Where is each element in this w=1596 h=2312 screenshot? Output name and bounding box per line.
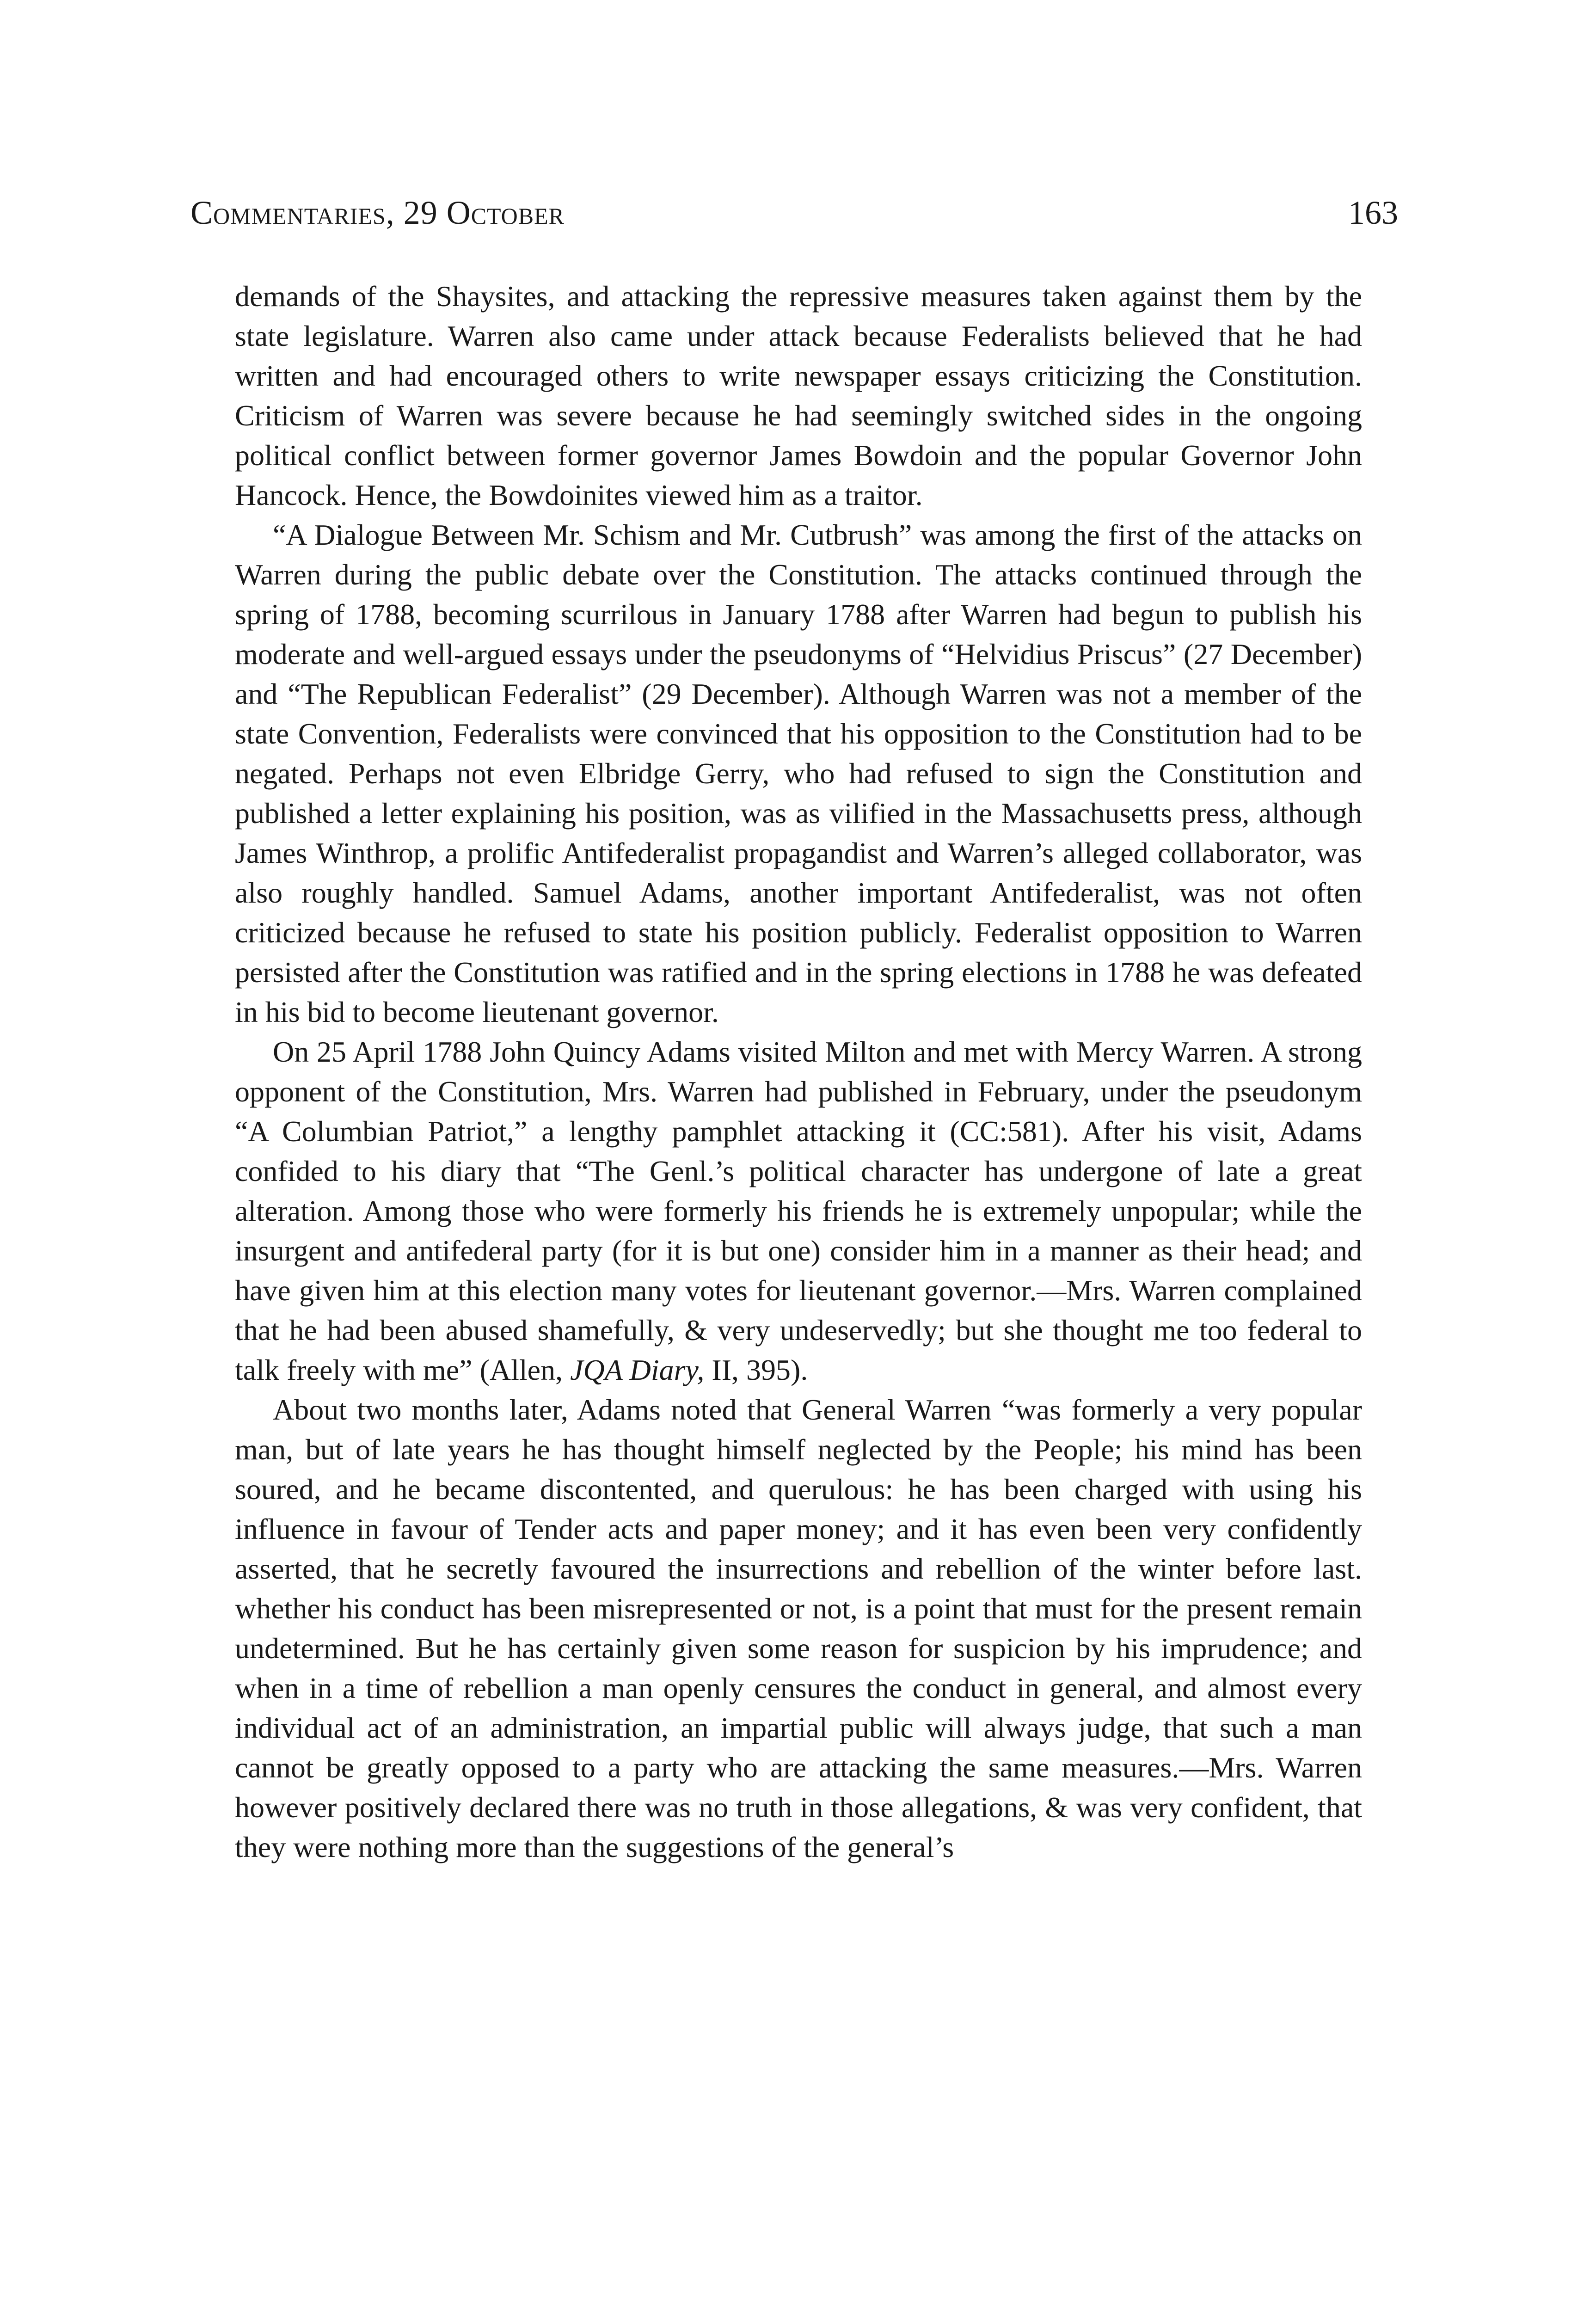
paragraph-two-months-later: About two months later, Adams noted that General Warren “was formerly a very popular man, but of late years he has thought himself neglected by the People; his mind has been soured, and he became discontented, and querulous: he has been charged with using his influence in favour of Tender acts and paper money; and it has even been very confidently asserted, that he secretly favoured the insurrections and rebellion of the winter before last. whether his conduct has been misrepresented or not, is a point that must for the present remain undetermined. But he has certainly given some reason for suspicion by his imprudence; and when in a time of rebellion a man openly censures the conduct in general, and almost every individual act of an administration, an impartial public will always judge, that such a man cannot be greatly opposed to a party who are attacking the same measures.—Mrs. Warren however positively declared there was no truth in those allegations, & was very confident, that they were nothing more than the suggestions of the general’s [235, 1393, 1362, 1863]
paragraph-dialogue: “A Dialogue Between Mr. Schism and Mr. Cutbrush” was among the first of the attacks on Warren during the public debate over the Constitution. The attacks continued through the spring of 1788, becoming scurrilous in January 1788 after Warren had begun to publish his moderate and well-argued essays under the pseudonyms of “Helvidius Priscus” (27 December) and “The Republican Federalist” (29 December). Although Warren was not a member of the state Convention, Federalists were convinced that his opposition to the Constitution had to be negated. Perhaps not even Elbridge Gerry, who had refused to sign the Constitution and published a letter explaining his position, was as vilified in the Massachusetts press, although James Winthrop, a prolific Antifederalist propagandist and Warren’s alleged collaborator, was also roughly handled. Samuel Adams, another important Antifederalist, was not often criticized because he refused to state his position publicly. Federalist opposition to Warren persisted after the Constitution was ratified and in the spring elections in 1788 he was defeated in his bid to become lieutenant governor. [235, 518, 1362, 1028]
running-head-title: Commentaries, 29 October [190, 194, 565, 231]
citation-page: II, 395). [704, 1353, 808, 1386]
paragraph-adams-visit-text: On 25 April 1788 John Quincy Adams visited Milton and met with Mercy Warren. A strong opponent of the Constitution, Mrs. Warren had published in February, under the pseudonym “A Columbian Patriot,” a lengthy pamphlet attacking it (CC:581). After his visit, Adams confided to his diary that “The Genl.’s political character has undergone of late a great alteration. Among those who were formerly his friends he is extremely unpopular; while the insurgent and antifederal party (for it is but one) consider him in a manner as their head; and have given him at this election many votes for lieutenant governor.—Mrs. Warren complained that he had been abused shamefully, & very undeservedly; but she thought me too federal to talk freely with me” (Allen, [235, 1035, 1362, 1386]
running-head [190, 187, 1398, 238]
body-text [235, 277, 1362, 1867]
citation-title: JQA Diary, [570, 1353, 705, 1386]
paragraph-continued: demands of the Shaysites, and attacking the repressive measures taken against them by the state legislature. Warren also came under attack because Federalists believed that he had written and had encouraged others to write newspaper essays criticizing the Constitution. Criticism of Warren was severe because he had seemingly switched sides in the ongoing political conflict between former governor James Bowdoin and the popular Governor John Hancock. Hence, the Bowdoinites viewed him as a traitor. [235, 280, 1362, 511]
page-number: 163 [1348, 194, 1398, 231]
paragraph-adams-visit [235, 1032, 1362, 1390]
